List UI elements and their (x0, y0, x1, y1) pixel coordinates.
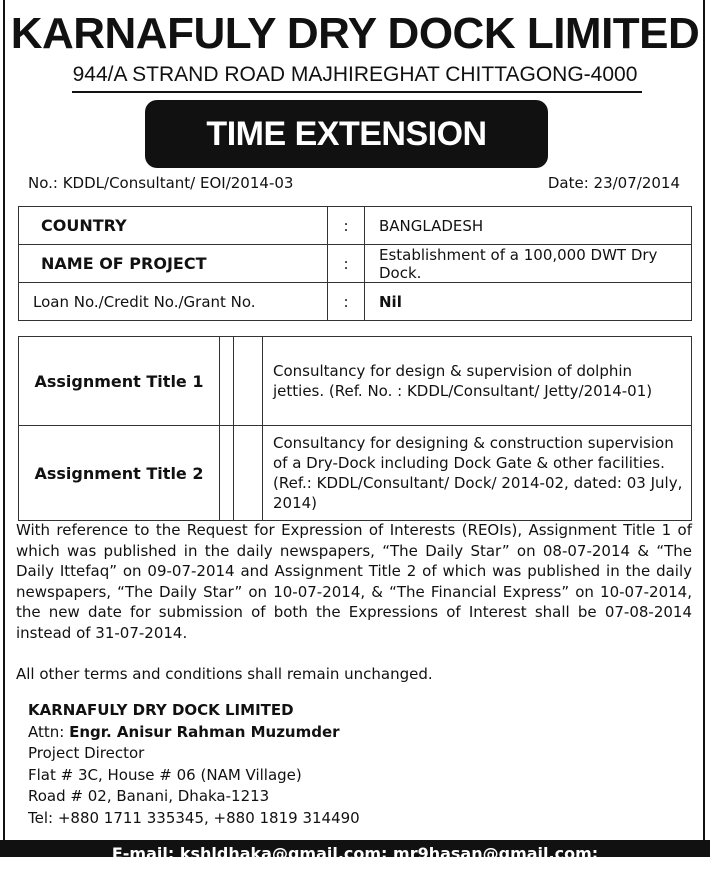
info-colon: : (328, 283, 365, 321)
table-row (19, 283, 692, 321)
contact-address-line-2: Road # 02, Banani, Dhaka-1213 (28, 787, 270, 805)
notice-body-paragraph: With reference to the Request for Expression of Interests (REOIs), Assignment Title 1 of which was published in the daily newspapers, “The Daily Star” on 08-07-2014 & “The Daily Ittefaq” on 09-07-2014 and Assignment Title 2 of which was published in the daily newspapers, “The Daily Star” on 10-07-2014, & “The Financial Express” on 10-07-2014, the new date for submission of both the Expressions of Interest shall be 07-08-2014 instead of 31-07-2014. (16, 521, 692, 642)
assignment-description-2: Consultancy for designing & construction supervision of a Dry-Dock including Dock Gate & other facilities. (Ref.: KDDL/Consultant/ Dock/ 2014-02, dated: 03 July, 2014) (263, 426, 692, 521)
info-label-project: NAME OF PROJECT (19, 245, 328, 283)
info-value-project: Establishment of a 100,000 DWT Dry Dock. (365, 245, 692, 283)
notice-title: TIME EXTENSION NOTICE (145, 100, 548, 168)
reference-number: No.: KDDL/Consultant/ EOI/2014-03 (28, 174, 294, 192)
contact-attn (28, 722, 360, 744)
assignment-table (18, 336, 692, 521)
address-underline (72, 91, 642, 93)
contact-address-line-1: Flat # 3C, House # 06 (NAM Village) (28, 765, 302, 784)
column-spacer (220, 426, 263, 521)
contact-block (28, 700, 360, 829)
company-title: KARNAFULY DRY DOCK LIMITED (10, 9, 700, 58)
terms-statement: All other terms and conditions shall remain unchanged. (16, 665, 433, 683)
contact-designation: Project Director (28, 744, 145, 762)
contact-company: KARNAFULY DRY DOCK LIMITED (28, 701, 294, 719)
assignment-title-2: Assignment Title 2 (19, 426, 220, 521)
table-row (19, 337, 692, 426)
assignment-description-1: Consultancy for design & supervision of dolphin jetties. (Ref. No. : KDDL/Consultant/ Jetty/2014-01) (263, 337, 692, 426)
company-address: 944/A STRAND ROAD MAJHIREGHAT CHITTAGONG-4000 (72, 63, 638, 86)
attn-prefix: Attn: (28, 722, 70, 741)
table-row (19, 426, 692, 521)
assignment-title-1: Assignment Title 1 (19, 337, 220, 426)
contact-telephone: Tel: +880 1711 335345, +880 1819 314490 (28, 808, 360, 827)
info-value-country: BANGLADESH (365, 207, 692, 245)
info-label-loan: Loan No./Credit No./Grant No. (19, 283, 328, 321)
attn-name: Engr. Anisur Rahman Muzumder (69, 722, 340, 741)
info-colon: : (328, 207, 365, 245)
email-footer: E-mail: kshldhaka@gmail.com; mr9hasan@gmail.com; anismazumdar@yahoo.com (0, 840, 710, 857)
project-info-table (18, 206, 692, 321)
table-row (19, 245, 692, 283)
info-colon: : (328, 245, 365, 283)
notice-date: Date: 23/07/2014 (547, 174, 680, 192)
info-label-country: COUNTRY (19, 207, 328, 245)
column-spacer (220, 337, 263, 426)
info-value-loan: Nil (365, 283, 692, 321)
table-row (19, 207, 692, 245)
